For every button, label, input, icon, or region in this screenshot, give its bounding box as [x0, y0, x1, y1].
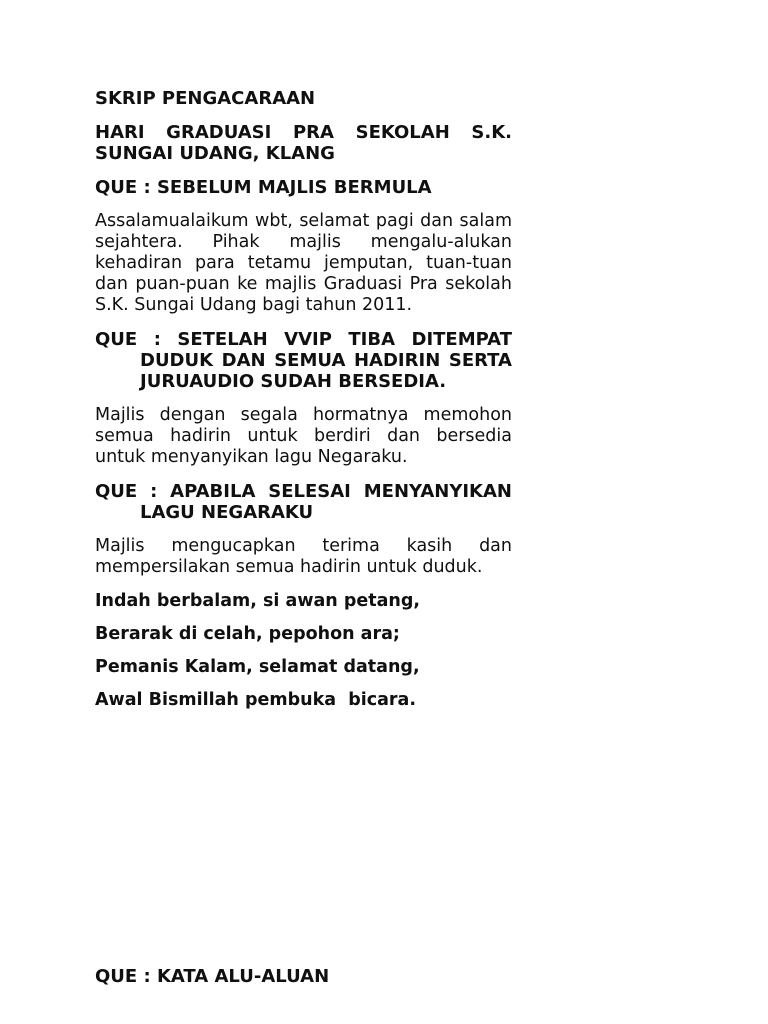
document-content — [95, 88, 512, 987]
poem-line-1: Indah berbalam, si awan petang, — [95, 591, 421, 611]
poem-line-4: Awal Bismillah pembuka bicara. — [95, 690, 416, 710]
doc-subtitle: HARI GRADUASI PRA SEKOLAH S.K. SUNGAI UDANG, KLANG — [95, 122, 512, 164]
poem-line-2: Berarak di celah, pepohon ara; — [95, 624, 400, 644]
paragraph-negaraku-stand: Majlis dengan segala hormatnya memohon semua hadirin untuk berdiri dan bersedia untuk menyanyikan lagu Negaraku. — [95, 405, 512, 467]
cue-welcome-speech: QUE : KATA ALU-ALUAN — [95, 966, 330, 987]
cue-vvip-seated: QUE : SETELAH VVIP TIBA DITEMPAT DUDUK DAN SEMUA HADIRIN SERTA JURUAUDIO SUDAH BERSEDIA. — [95, 329, 512, 392]
cue-before-start: QUE : SEBELUM MAJLIS BERMULA — [95, 177, 432, 198]
cue-after-negaraku: QUE : APABILA SELESAI MENYANYIKAN LAGU NEGARAKU — [95, 481, 512, 523]
paragraph-welcome: Assalamualaikum wbt, selamat pagi dan salam sejahtera. Pihak majlis mengalu-alukan kehadiran para tetamu jemputan, tuan-tuan dan puan-puan ke majlis Graduasi Pra sekolah S.K. Sungai Udang bagi tahun 2011. — [95, 211, 512, 315]
paragraph-thanks-sit: Majlis mengucapkan terima kasih dan mempersilakan semua hadirin untuk duduk. — [95, 536, 512, 577]
poem-line-3: Pemanis Kalam, selamat datang, — [95, 657, 420, 677]
doc-title: SKRIP PENGACARAAN — [95, 88, 316, 109]
